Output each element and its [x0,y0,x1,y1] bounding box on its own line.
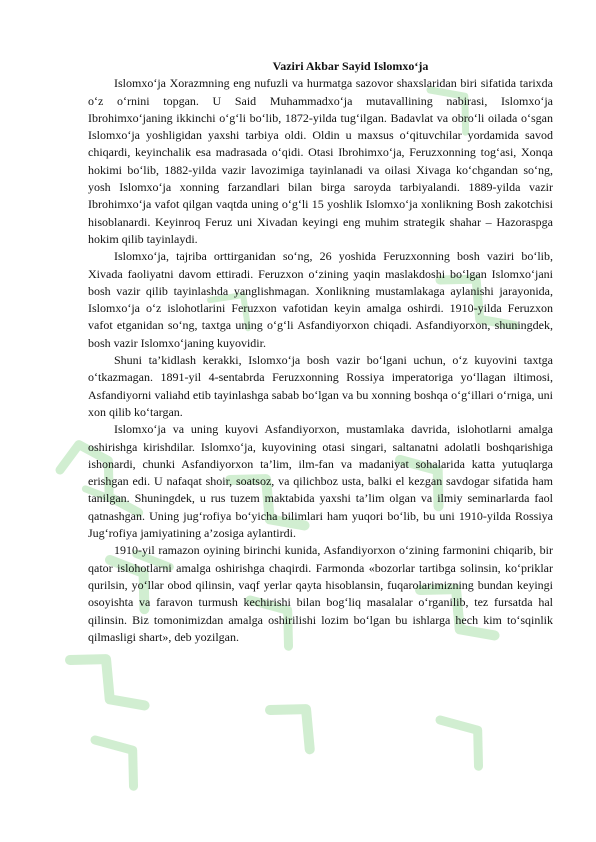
paragraph-5: 1910-yil ramazon oyining birinchi kunida, Asfandiyorxon o‘zining farmonini chiqarib, bir qator islohotlarni amalga oshirishga chaqirdi. Farmonda «bozorlar tartibga solinsin, ko‘priklar qurilsin, yo‘llar obod qilinsin, vaqf yerlar qayta hisoblansin, fuqarolarimizning bundan keyingi osoyishta va faravon turmush kechirishi bilan bog‘liq masalalar o‘rganilib, tez fursatda hal qilinsin. Biz tomonimizdan amalga oshirilishi lozim bo‘lgan bu ishlarga hech kim to‘sqinlik qilmasligi shart», deb yozilgan. [88,543,553,644]
document-body [88,58,553,646]
watermark-shape [270,693,326,755]
paragraph-4: Islomxo‘ja va uning kuyovi Asfandiyorxon, mustamlaka davrida, islohotlarni amalga oshirishga kirishdilar. Islomxo‘ja, kuyovining otasi singari, saltanatni adolatli boshqarishiga ishonardi, chunki Asfandiyorxon ta’lim, ilm-fan va madaniyat sohalarida katta yutuqlarga erishgan edi. U nafaqat shoir, soatsoz, va qilichboz usta, balki el kezgan savdogar sifatida ham tanilgan. Shuningdek, u rus tuzem maktabida yaxshi ta’lim olgan va ilmiy seminarlarda faol qatnashgan. Uning jug‘rofiya bo‘yicha bilimlari ham yuqori bo‘lib, bu uni 1910-yilda Rossiya Jug‘rofiya jamiyatining a’zosiga aylantirdi. [88,422,553,541]
watermark-shape [70,640,145,726]
paragraph-3: Shuni ta’kidlash kerakki, Islomxo‘ja bosh vazir bo‘lgani uchun, o‘z kuyovini taxtga o‘tkazmagan. 1891-yil 4-sentabrda Feruzxonning Rossiya imperatoriga yo‘llagan iltimosi, Asfandiyorni valiahd etib tayinlashga sabab bo‘lgan va bu xonning boshqa o‘g‘illari o‘rniga, uni xon qilib ko‘targan. [88,353,553,419]
watermark-shape [95,726,150,789]
watermark-shape [440,706,495,769]
paragraph-1: Islomxo‘ja Xorazmning eng nufuzli va hurmatga sazovor shaxslaridan biri sifatida tarixda o‘z o‘rnini topgan. U Said Muhammadxo‘ja mutavallining nabirasi, Islomxo‘ja Ibrohimxo‘janing ikkinchi o‘g‘li bo‘lib, 1872-yilda tug‘ilgan. Badavlat va obro‘li oilada o‘sgan Islomxo‘ja yoshligidan yaxshi tarbiya oldi. Oldin u maxsus o‘qituvchilar yordamida savod chiqardi, keyinchalik esa madrasada o‘qidi. Otasi Ibrohimxo‘ja, Feruzxonning tog‘asi, Xonqa hokimi bo‘lib, 1882-yilda vazir lavozimiga tayinlanadi va oilasi Xivaga ko‘chgandan so‘ng, yosh Islomxo‘ja xonning farzandlari bilan birga saroyda tarbiyalandi. 1889-yilda vazir Ibrohimxo‘ja vafot qilgan vaqtda uning o‘g‘li 15 yoshlik Islomxo‘ja xonlikning Bosh zakotchisi hisoblanardi. Keyinroq Feruz uni Xivadan keyingi eng muhim strategik shahar – Hazoraspga hokim qilib tayinlaydi. [88,76,553,246]
document-title: Vaziri Akbar Sayid Islomxo‘ja [272,59,429,73]
paragraph-2: Islomxo‘ja, tajriba orttirganidan so‘ng, 26 yoshida Feruzxonning bosh vaziri bo‘lib, Xivada faoliyatni davom ettiradi. Feruzxon o‘zining yaqin maslakdoshi bo‘lgan Islomxo‘jani bosh vazir qilib tayinlashda yanglishmagan. Xonlikning mustamlakaga aylanishi jarayonida, Islomxo‘ja o‘z islohotlarini Feruzxon vafotidan keyin amalga oshirdi. 1910-yilda Feruzxon vafot etganidan so‘ng, taxtga uning o‘g‘li Asfandiyorxon chiqadi. Asfandiyorxon, shuningdek, bosh vazir Islomxo‘janing kuyovidir. [88,249,553,350]
